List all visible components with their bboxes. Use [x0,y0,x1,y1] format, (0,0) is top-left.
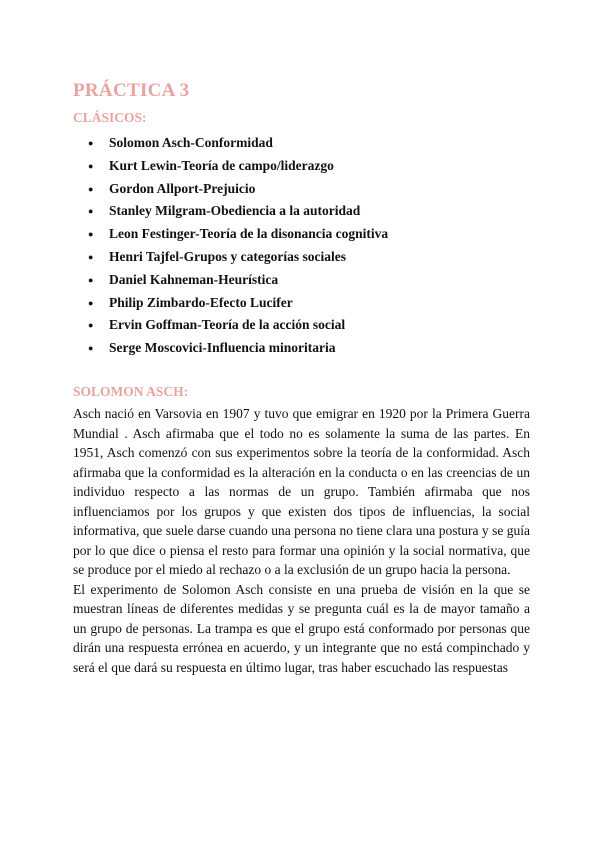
bullet-icon: ● [88,183,94,194]
list-item-text: Stanley Milgram-Obediencia a la autoridad [109,203,361,219]
list-item-text: Daniel Kahneman-Heurística [109,271,279,287]
list-item [88,314,388,337]
bullet-icon: ● [88,160,94,171]
list-item [88,200,388,223]
list-item [88,155,388,178]
list-item [88,292,388,315]
list-item [88,178,388,201]
bullet-icon: ● [88,274,94,285]
list-item-text: Henri Tajfel-Grupos y categorías sociales [109,248,346,264]
classics-list [88,132,388,360]
list-item-text: Kurt Lewin-Teoría de campo/liderazgo [109,157,334,173]
list-item [88,337,388,360]
list-item-text: Ervin Goffman-Teoría de la acción social [109,317,346,333]
bullet-icon: ● [88,229,94,240]
bullet-icon: ● [88,138,94,148]
bullet-icon: ● [88,251,94,262]
list-item-text: Gordon Allport-Prejuicio [109,180,256,196]
paragraph: El experimento de Solomon Asch consiste en una prueba de visión en la que se muestran líneas de diferentes medidas y se pregunta cuál es la de mayor tamaño a un grupo de personas. La trampa es que el grupo está conformado por personas que dirán una respuesta errónea en acuerdo, y un integrante que no está compinchado y será el que dará su respuesta en último lugar, tras haber escuchado las respuestas [73,581,530,675]
list-item [88,223,388,246]
page-title: PRÁCTICA 3 [73,80,190,101]
bullet-icon: ● [88,343,94,354]
list-item-text: Serge Moscovici-Influencia minoritaria [109,340,336,356]
paragraph: Asch nació en Varsovia en 1907 y tuvo que emigrar en 1920 por la Primera Guerra Mundial . Asch afirmaba que el todo no es solamente la suma de las partes. En 1951, Asch comenzó con sus experimentos sobre la teoría de la conformidad. Asch afirmaba que la conformidad es la alteración en la conducta o en las creencias de un individuo respecto a las normas de un grupo. También afirmaba que nos influenciamos por los grupos y que existen dos tipos de influencias, la social informativa, que suele darse cuando una persona no tiene clara una postura y se guía por lo que dice o piensa el resto para formar una opinión y la social normativa, que se produce por el miedo al rechazo o a la exclusión de un grupo hacia la persona. [73,406,530,577]
list-item [88,246,388,269]
classics-heading: CLÁSICOS: [73,110,147,125]
list-item-text: Leon Festinger-Teoría de la disonancia cognitiva [109,226,389,242]
body-text [73,404,530,677]
list-item [88,132,388,155]
list-item-text: Solomon Asch-Conformidad [109,135,273,150]
bullet-icon: ● [88,320,94,331]
bullet-icon: ● [88,206,94,217]
section-heading: SOLOMON ASCH: [73,384,189,399]
list-item [88,269,388,292]
list-item-text: Philip Zimbardo-Efecto Lucifer [109,294,293,310]
bullet-icon: ● [88,297,94,308]
